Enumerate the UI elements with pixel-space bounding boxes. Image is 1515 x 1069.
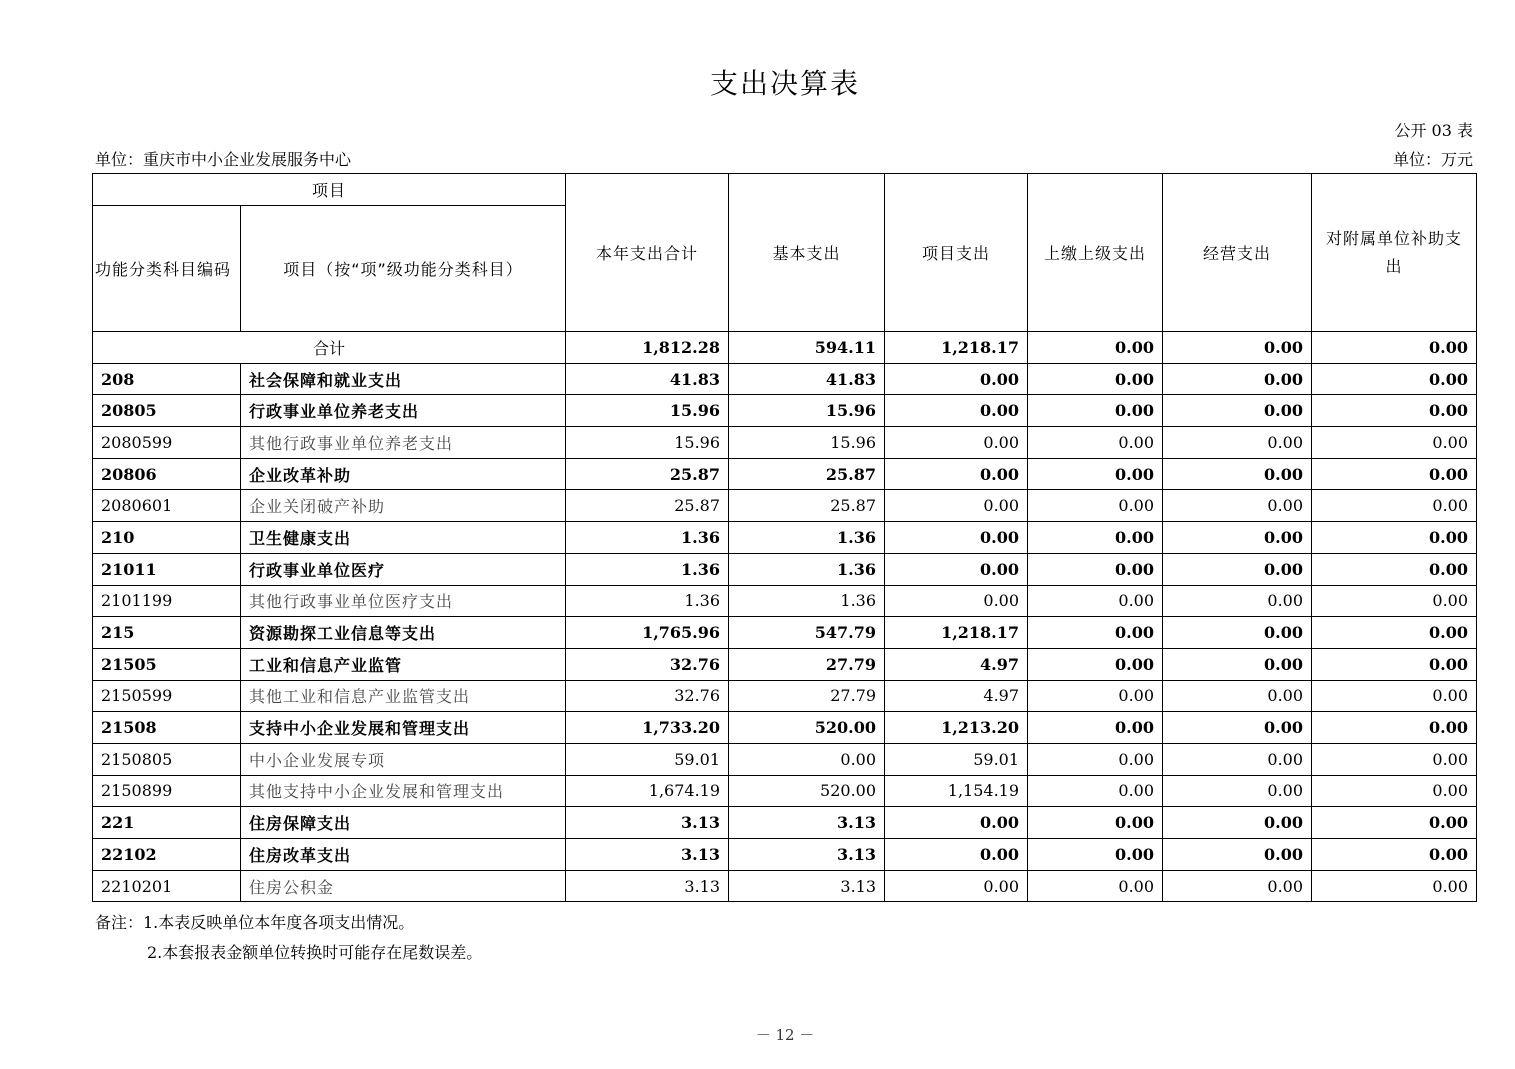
row-value: 0.00 xyxy=(885,870,1028,902)
table-row xyxy=(93,775,1477,807)
table-row xyxy=(93,553,1477,585)
row-value: 15.96 xyxy=(566,427,729,459)
row-value: 0.00 xyxy=(1312,870,1477,902)
expenditure-table xyxy=(92,173,1477,902)
row-code: 21505 xyxy=(93,648,241,680)
row-value: 0.00 xyxy=(885,395,1028,427)
row-value: 27.79 xyxy=(729,680,885,712)
row-name: 企业改革补助 xyxy=(241,458,566,490)
total-cell: 0.00 xyxy=(1312,332,1477,364)
row-value: 0.00 xyxy=(885,363,1028,395)
table-row xyxy=(93,490,1477,522)
row-code: 221 xyxy=(93,807,241,839)
form-code: 公开 03 表 xyxy=(1394,121,1473,140)
row-value: 0.00 xyxy=(1028,395,1163,427)
row-value: 0.00 xyxy=(1163,680,1312,712)
row-name: 行政事业单位医疗 xyxy=(241,553,566,585)
table-row xyxy=(93,870,1477,902)
total-cell: 0.00 xyxy=(1163,332,1312,364)
row-name: 支持中小企业发展和管理支出 xyxy=(241,712,566,744)
row-value: 0.00 xyxy=(1163,712,1312,744)
total-row xyxy=(93,332,1477,364)
header-basic: 基本支出 xyxy=(729,174,885,332)
row-name: 其他支持中小企业发展和管理支出 xyxy=(241,775,566,807)
row-value: 1.36 xyxy=(566,522,729,554)
note-line-2: 2.本套报表金额单位转换时可能存在尾数误差。 xyxy=(147,943,483,962)
row-value: 0.00 xyxy=(1312,617,1477,649)
row-value: 32.76 xyxy=(566,648,729,680)
row-value: 0.00 xyxy=(1312,553,1477,585)
row-value: 41.83 xyxy=(566,363,729,395)
row-value: 1,218.17 xyxy=(885,617,1028,649)
row-value: 0.00 xyxy=(1312,839,1477,871)
row-value: 0.00 xyxy=(1028,712,1163,744)
row-value: 1.36 xyxy=(566,553,729,585)
row-value: 547.79 xyxy=(729,617,885,649)
row-code: 2150805 xyxy=(93,743,241,775)
table-row xyxy=(93,839,1477,871)
row-name: 其他工业和信息产业监管支出 xyxy=(241,680,566,712)
row-value: 0.00 xyxy=(1028,553,1163,585)
row-value: 0.00 xyxy=(1312,712,1477,744)
row-code: 215 xyxy=(93,617,241,649)
note-line-1: 备注：1.本表反映单位本年度各项支出情况。 xyxy=(95,913,415,932)
row-value: 0.00 xyxy=(1312,458,1477,490)
row-value: 15.96 xyxy=(566,395,729,427)
row-code: 21508 xyxy=(93,712,241,744)
row-code: 20806 xyxy=(93,458,241,490)
row-value: 25.87 xyxy=(729,458,885,490)
row-value: 0.00 xyxy=(1163,395,1312,427)
row-value: 25.87 xyxy=(566,490,729,522)
total-cell: 594.11 xyxy=(729,332,885,364)
total-label: 合计 xyxy=(93,332,566,364)
row-value: 520.00 xyxy=(729,712,885,744)
row-code: 21011 xyxy=(93,553,241,585)
row-code: 2080601 xyxy=(93,490,241,522)
row-value: 1.36 xyxy=(729,585,885,617)
row-code: 2101199 xyxy=(93,585,241,617)
total-cell: 0.00 xyxy=(1028,332,1163,364)
row-value: 0.00 xyxy=(1163,870,1312,902)
row-code: 208 xyxy=(93,363,241,395)
row-code: 20805 xyxy=(93,395,241,427)
row-value: 0.00 xyxy=(1028,490,1163,522)
row-value: 15.96 xyxy=(729,427,885,459)
row-value: 4.97 xyxy=(885,680,1028,712)
table-row xyxy=(93,680,1477,712)
row-value: 0.00 xyxy=(885,427,1028,459)
row-value: 0.00 xyxy=(1028,775,1163,807)
table-row xyxy=(93,743,1477,775)
table-row xyxy=(93,648,1477,680)
row-value: 0.00 xyxy=(1312,427,1477,459)
row-value: 59.01 xyxy=(566,743,729,775)
row-value: 3.13 xyxy=(729,807,885,839)
row-name: 住房改革支出 xyxy=(241,839,566,871)
row-value: 0.00 xyxy=(1028,522,1163,554)
table-row xyxy=(93,363,1477,395)
row-name: 住房保障支出 xyxy=(241,807,566,839)
row-value: 0.00 xyxy=(1163,648,1312,680)
row-value: 1,765.96 xyxy=(566,617,729,649)
row-code: 2150599 xyxy=(93,680,241,712)
unit-currency: 单位：万元 xyxy=(1392,150,1473,169)
row-name: 中小企业发展专项 xyxy=(241,743,566,775)
row-value: 0.00 xyxy=(729,743,885,775)
notes xyxy=(95,908,482,968)
row-value: 0.00 xyxy=(885,522,1028,554)
row-value: 3.13 xyxy=(729,839,885,871)
row-value: 4.97 xyxy=(885,648,1028,680)
row-value: 520.00 xyxy=(729,775,885,807)
row-value: 41.83 xyxy=(729,363,885,395)
header-item: 项目（按“项”级功能分类科目） xyxy=(241,206,566,332)
row-value: 0.00 xyxy=(1163,775,1312,807)
row-value: 1.36 xyxy=(729,522,885,554)
total-cell: 1,812.28 xyxy=(566,332,729,364)
unit-organization: 单位：重庆市中小企业发展服务中心 xyxy=(95,150,352,169)
row-value: 0.00 xyxy=(1163,839,1312,871)
row-value: 0.00 xyxy=(885,585,1028,617)
row-value: 0.00 xyxy=(1312,807,1477,839)
table-row xyxy=(93,807,1477,839)
row-value: 0.00 xyxy=(1312,585,1477,617)
header-code: 功能分类科目编码 xyxy=(93,206,241,332)
row-name: 住房公积金 xyxy=(241,870,566,902)
page-number: － 12 － xyxy=(755,1026,815,1044)
row-value: 0.00 xyxy=(1312,680,1477,712)
row-value: 59.01 xyxy=(885,743,1028,775)
row-code: 210 xyxy=(93,522,241,554)
row-value: 0.00 xyxy=(1028,617,1163,649)
row-name: 企业关闭破产补助 xyxy=(241,490,566,522)
table-row xyxy=(93,712,1477,744)
row-value: 0.00 xyxy=(1312,522,1477,554)
row-value: 0.00 xyxy=(1163,458,1312,490)
row-value: 0.00 xyxy=(1163,553,1312,585)
row-value: 3.13 xyxy=(566,839,729,871)
row-value: 1.36 xyxy=(566,585,729,617)
row-value: 0.00 xyxy=(1163,585,1312,617)
row-value: 0.00 xyxy=(885,807,1028,839)
row-name: 行政事业单位养老支出 xyxy=(241,395,566,427)
row-value: 0.00 xyxy=(1163,427,1312,459)
row-value: 0.00 xyxy=(885,839,1028,871)
row-value: 0.00 xyxy=(885,553,1028,585)
row-value: 0.00 xyxy=(1163,743,1312,775)
row-value: 27.79 xyxy=(729,648,885,680)
row-value: 15.96 xyxy=(729,395,885,427)
row-value: 1,154.19 xyxy=(885,775,1028,807)
row-value: 0.00 xyxy=(1028,870,1163,902)
row-value: 32.76 xyxy=(566,680,729,712)
table-row xyxy=(93,522,1477,554)
row-value: 25.87 xyxy=(729,490,885,522)
header-business: 经营支出 xyxy=(1163,174,1312,332)
table-row xyxy=(93,617,1477,649)
header-subsidy: 对附属单位补助支出 xyxy=(1312,174,1477,332)
row-value: 0.00 xyxy=(885,490,1028,522)
row-name: 社会保障和就业支出 xyxy=(241,363,566,395)
row-value: 0.00 xyxy=(1028,807,1163,839)
row-name: 其他行政事业单位医疗支出 xyxy=(241,585,566,617)
row-value: 0.00 xyxy=(1163,363,1312,395)
row-value: 3.13 xyxy=(566,870,729,902)
row-value: 0.00 xyxy=(1028,363,1163,395)
row-name: 资源勘探工业信息等支出 xyxy=(241,617,566,649)
row-code: 2080599 xyxy=(93,427,241,459)
row-value: 0.00 xyxy=(1312,743,1477,775)
row-value: 0.00 xyxy=(1028,839,1163,871)
row-value: 0.00 xyxy=(1028,585,1163,617)
row-value: 0.00 xyxy=(1028,427,1163,459)
row-value: 1,733.20 xyxy=(566,712,729,744)
row-code: 22102 xyxy=(93,839,241,871)
row-value: 0.00 xyxy=(1312,363,1477,395)
table-row xyxy=(93,458,1477,490)
row-code: 2150899 xyxy=(93,775,241,807)
row-value: 0.00 xyxy=(885,458,1028,490)
row-value: 0.00 xyxy=(1163,617,1312,649)
row-value: 1,213.20 xyxy=(885,712,1028,744)
row-value: 0.00 xyxy=(1028,743,1163,775)
header-project: 项目 xyxy=(93,174,566,206)
row-value: 0.00 xyxy=(1163,522,1312,554)
header-upper: 上缴上级支出 xyxy=(1028,174,1163,332)
table-row xyxy=(93,585,1477,617)
row-value: 0.00 xyxy=(1028,458,1163,490)
table-row xyxy=(93,427,1477,459)
row-value: 0.00 xyxy=(1163,490,1312,522)
row-value: 25.87 xyxy=(566,458,729,490)
header-project-expenditure: 项目支出 xyxy=(885,174,1028,332)
row-value: 3.13 xyxy=(566,807,729,839)
row-value: 0.00 xyxy=(1163,807,1312,839)
row-value: 0.00 xyxy=(1028,680,1163,712)
row-value: 3.13 xyxy=(729,870,885,902)
row-value: 1,674.19 xyxy=(566,775,729,807)
row-name: 卫生健康支出 xyxy=(241,522,566,554)
row-value: 0.00 xyxy=(1312,395,1477,427)
table-row xyxy=(93,395,1477,427)
row-value: 0.00 xyxy=(1312,490,1477,522)
row-name: 工业和信息产业监管 xyxy=(241,648,566,680)
header-total: 本年支出合计 xyxy=(566,174,729,332)
row-value: 0.00 xyxy=(1028,648,1163,680)
row-value: 1.36 xyxy=(729,553,885,585)
row-value: 0.00 xyxy=(1312,775,1477,807)
total-cell: 1,218.17 xyxy=(885,332,1028,364)
row-value: 0.00 xyxy=(1312,648,1477,680)
row-code: 2210201 xyxy=(93,870,241,902)
page-title: 支出决算表 xyxy=(709,67,860,100)
row-name: 其他行政事业单位养老支出 xyxy=(241,427,566,459)
